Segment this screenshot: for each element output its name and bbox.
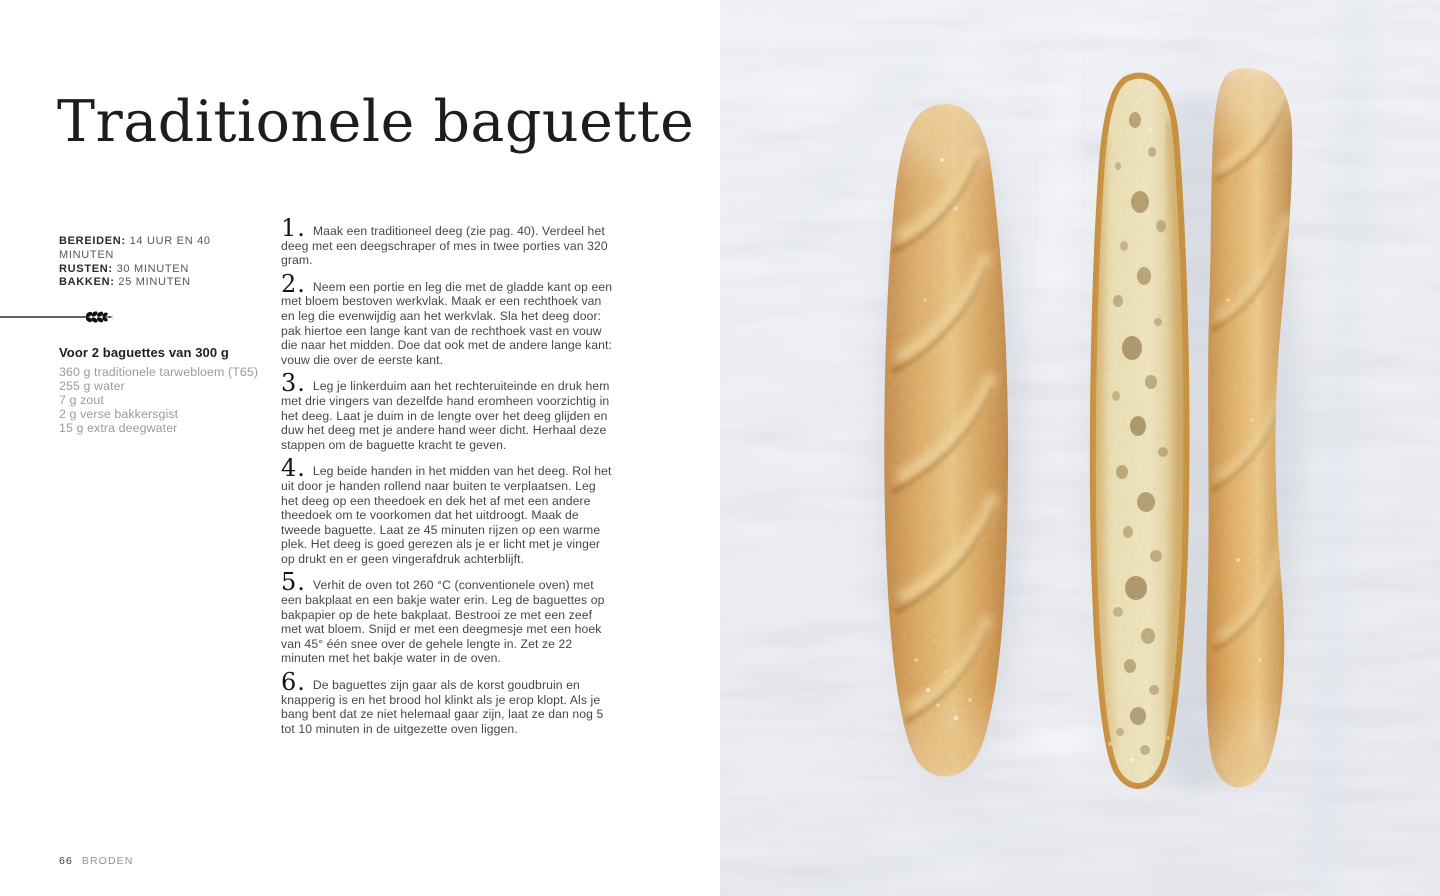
timing-line-bereiden [59, 235, 211, 261]
recipe-step-1 [281, 214, 613, 268]
timing-line-bakken [59, 276, 191, 288]
step-number: 4. [281, 454, 306, 483]
baguette-half-crumb [1088, 60, 1192, 804]
step-number: 2. [281, 269, 306, 298]
timing-value: 30 MINUTEN [116, 262, 189, 275]
ingredient-item: 15 g extra deegwater [59, 420, 178, 435]
page-title: Traditionele baguette [57, 89, 695, 155]
step-text: De baguettes zijn gaar als de korst goudbruin en knapperig is en het brood hol klinkt als je erop klopt. Als je bang bent dat ze niet helemaal gaar zijn, laat ze dan nog 5 tot 10 minuten in de uitgezette oven liggen. [281, 678, 604, 736]
timing-label: BAKKEN: [59, 276, 115, 289]
timing-value: 25 MINUTEN [118, 276, 191, 289]
step-text: Leg beide handen in het midden van het deeg. Rol het uit door je handen rollend naar buiten te verplaatsen. Leg het deeg op een theedoek en dek het af met een andere theedoek om te voorkomen dat het uitdroogt. Maak de tweede baguette. Laat ze 45 minuten rijzen op een warme plek. Het deeg is goed gerezen als je er licht met je vinger op drukt en er geen vingerafdruk achterblijft. [281, 464, 612, 566]
step-number: 3. [281, 369, 306, 398]
wheat-divider [0, 309, 116, 325]
whole-baguette [880, 99, 1015, 790]
timing-label: RUSTEN: [59, 262, 113, 275]
timing-label: BEREIDEN: [59, 235, 126, 247]
step-text: Maak een traditioneel deeg (zie pag. 40). Verdeel het deeg met een deegschraper of mes in twee porties van 320 gram. [281, 224, 608, 268]
ingredient-item: 2 g verse bakkersgist [59, 406, 179, 421]
step-text: Verhit de oven tot 260 °C (conventionele oven) met een bakplaat en een bakje water erin. Leg de baguettes op bakpapier op de hete bakplaat. Bestrooi ze met een zeef met wat bloem. Snijd er met een deegmesje met een hoek van 45° één snee over de gehele lengte in. Zet ze 22 minuten met het bakje water in de oven. [281, 578, 605, 666]
page-footer [59, 855, 133, 867]
recipe-step-3 [281, 369, 613, 452]
recipe-step-4 [281, 454, 613, 566]
ingredient-item: 255 g water [59, 378, 125, 393]
wheat-ear-icon [0, 309, 116, 325]
ingredients-section [59, 345, 294, 436]
timing-line-rusten [59, 263, 189, 275]
step-text: Neem een portie en leg die met de gladde kant op een met bloem bestoven werkvlak. Maak er een rechthoek van en leg die evenwijdig aan het werkvlak. Sla het deeg door: pak hiertoe een lange kant van de rechthoek vast en vouw die naar het midden. Doe dat ook met de andere lange kant: vouw die over de eerste kant. [281, 279, 613, 367]
ingredient-item: 360 g traditionele tarwebloem (T65) [59, 365, 259, 379]
photo-page [720, 0, 1440, 896]
ingredients-list [59, 366, 294, 436]
ingredient-item: 7 g zout [59, 392, 104, 407]
page-number: 66 [59, 855, 73, 867]
step-number: 6. [281, 668, 306, 697]
recipe-step-5 [281, 568, 613, 666]
recipe-step-2 [281, 269, 613, 368]
step-text: Leg je linkerduim aan het rechteruiteinde en druk hem met drie vingers van dezelfde hand eromheen voorzichtig in het deeg. Laat je duim in de lengte over het deeg glijden en duw het deeg met je andere hand weer dicht. Herhaal deze stappen om de baguette kracht te geven. [281, 379, 610, 452]
ingredients-title: Voor 2 baguettes van 300 g [59, 345, 229, 360]
timing-info [59, 235, 211, 290]
recipe-step-6 [281, 668, 613, 736]
baguettes-photo [720, 0, 1440, 896]
timing-value: 14 UUR EN 40 MINUTEN [59, 235, 211, 261]
step-number: 1. [281, 214, 306, 242]
steps-section [281, 214, 613, 748]
step-number: 5. [281, 568, 306, 597]
section-label: BRODEN [81, 855, 134, 867]
linen-background [720, 0, 1440, 896]
